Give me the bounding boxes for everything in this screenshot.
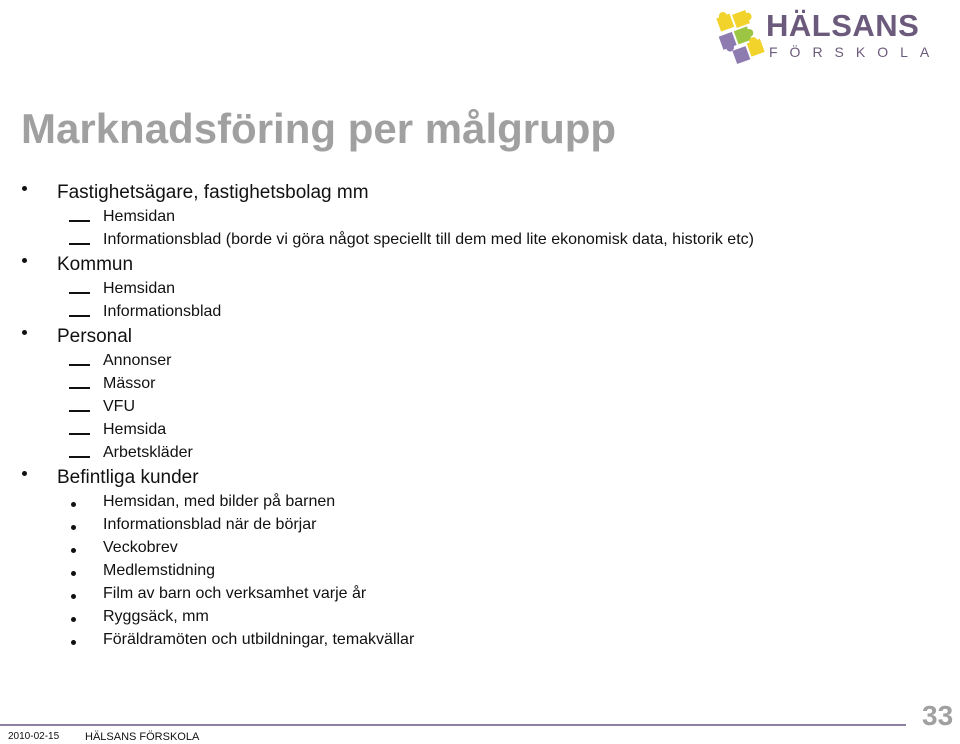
page-number: 33 (922, 700, 954, 731)
section-item (0, 326, 960, 352)
sub-item-label: Informationsblad (103, 303, 222, 320)
sub-item-label: Veckobrev (103, 539, 178, 556)
sub-item-label: Annonser (103, 352, 172, 369)
sub-item (0, 444, 960, 467)
puzzle-logo-icon (714, 4, 774, 68)
bullet-icon (71, 640, 76, 645)
dash-icon (69, 364, 90, 366)
dash-icon (69, 410, 90, 412)
slide-title: Marknadsföring per målgrupp (21, 105, 617, 152)
sub-item (0, 631, 960, 654)
bullet-icon (71, 502, 76, 507)
sub-item (0, 398, 960, 421)
bullet-icon (22, 330, 27, 335)
sub-item-label: Hemsidan, med bilder på barnen (103, 493, 336, 510)
sub-item (0, 421, 960, 444)
dash-icon (69, 243, 90, 245)
sub-item (0, 208, 960, 231)
sub-item (0, 516, 960, 539)
dash-icon (69, 292, 90, 294)
section-item (0, 467, 960, 493)
sub-item (0, 562, 960, 585)
section-label: Kommun (57, 254, 134, 275)
dash-icon (69, 387, 90, 389)
dash-icon (69, 220, 90, 222)
footer-date: 2010-02-15 (8, 731, 60, 742)
bullet-icon (71, 571, 76, 576)
sub-item-label: Mässor (103, 375, 156, 392)
sub-item (0, 539, 960, 562)
sub-item (0, 352, 960, 375)
bullet-icon (71, 525, 76, 530)
sub-item-label: Ryggsäck, mm (103, 608, 209, 625)
bullet-icon (71, 617, 76, 622)
section-label: Befintliga kunder (57, 467, 199, 488)
sub-item-label: Hemsidan (103, 280, 176, 297)
dash-icon (69, 433, 90, 435)
footer-organization: HÄLSANS FÖRSKOLA (85, 731, 200, 743)
sub-item (0, 231, 960, 254)
sub-item (0, 608, 960, 631)
logo-wordmark: HÄLSANS (766, 8, 920, 43)
sub-item-label: Film av barn och verksamhet varje år (103, 585, 367, 602)
dash-icon (69, 456, 90, 458)
sub-item-label: Föräldramöten och utbildningar, temakvällar (103, 631, 415, 648)
sub-item (0, 493, 960, 516)
slide-content (0, 182, 960, 654)
sub-item-label: VFU (103, 398, 135, 415)
section-item (0, 254, 960, 280)
sub-item (0, 303, 960, 326)
dash-icon (69, 315, 90, 317)
sub-item-label: Hemsida (103, 421, 167, 438)
section-label: Personal (57, 326, 132, 347)
logo (714, 4, 954, 68)
bullet-icon (22, 471, 27, 476)
sub-item-label: Medlemstidning (103, 562, 216, 579)
bullet-icon (22, 186, 27, 191)
sub-item-label: Arbetskläder (103, 444, 193, 461)
footer-divider (0, 724, 906, 726)
sub-item-label: Informationsblad (borde vi göra något speciellt till dem med lite ekonomisk data, historik etc) (103, 231, 754, 248)
bullet-icon (71, 548, 76, 553)
sub-item-label: Informationsblad när de börjar (103, 516, 317, 533)
section-label: Fastighetsägare, fastighetsbolag mm (57, 182, 369, 203)
section-item (0, 182, 960, 208)
sub-item (0, 585, 960, 608)
sub-item-label: Hemsidan (103, 208, 176, 225)
bullet-icon (22, 258, 27, 263)
bullet-icon (71, 594, 76, 599)
sub-item (0, 280, 960, 303)
logo-subtitle: FÖRSKOLA (769, 44, 942, 60)
sub-item (0, 375, 960, 398)
